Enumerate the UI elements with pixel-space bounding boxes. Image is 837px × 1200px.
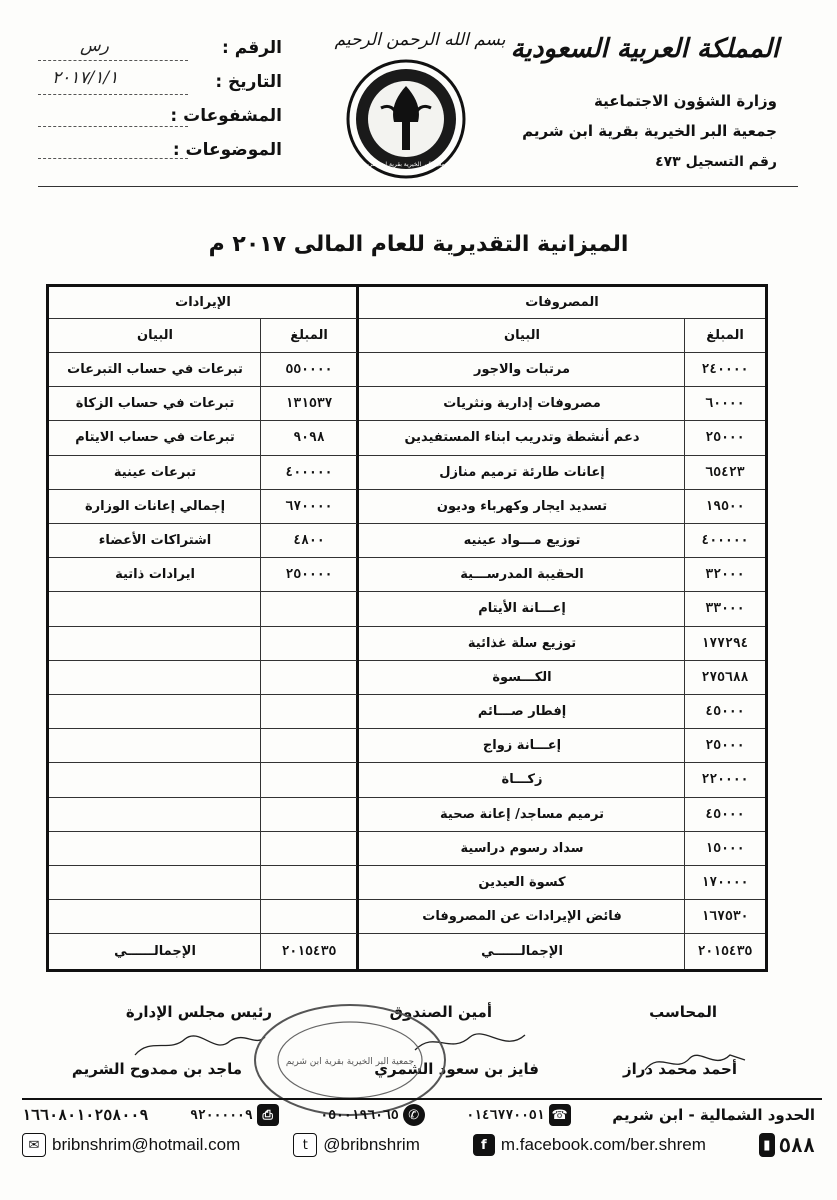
revenues-amount-header: المبلغ <box>261 319 357 353</box>
revenues-total-amount: ٢٠١٥٤٣٥ <box>281 944 337 960</box>
expense-desc-cell: إعانات طارئة ترميم منازل <box>359 456 685 490</box>
accountant-signature <box>640 1040 750 1080</box>
location: الحدود الشمالية - ابن شريم <box>612 1106 815 1124</box>
revenue-desc-cell <box>49 832 261 866</box>
revenue-amount-cell <box>261 627 357 661</box>
revenues-total-label: الإجمالــــــي <box>114 944 196 960</box>
expense-desc-cell: فائض الإيرادات عن المصروفات <box>359 900 685 934</box>
revenue-amount-cell <box>261 763 357 797</box>
revenue-desc-cell <box>49 798 261 832</box>
revenue-desc-cell: ايرادات ذاتية <box>49 558 261 592</box>
expense-amount-cell: ٦٥٤٢٣ <box>685 456 765 490</box>
whatsapp-item <box>320 1104 424 1126</box>
expenses-desc-header: البيان <box>359 319 685 353</box>
revenue-amount-cell: ٤٨٠٠ <box>261 524 357 558</box>
revenues-section-header: الإيرادات <box>49 287 357 319</box>
society-name: جمعية البر الخيرية بقرية ابن شريم <box>522 122 777 140</box>
expense-amount-cell: ٤٥٠٠٠ <box>685 798 765 832</box>
po-box: ٥٨٨ <box>778 1133 815 1157</box>
expense-desc-cell: مرتبات والاجور <box>359 353 685 387</box>
logo-text: جمعية البر الخيرية بقرية ابن شريم <box>363 161 449 168</box>
expense-amount-cell: ٢٢٠٠٠٠ <box>685 763 765 797</box>
footer-divider <box>22 1098 822 1100</box>
po-box-item <box>759 1133 815 1157</box>
revenue-amount-cell: ١٣١٥٣٧ <box>261 387 357 421</box>
footer-contact-row <box>22 1102 815 1128</box>
revenue-amount-cell <box>261 900 357 934</box>
field-subject-label: الموضوعات : <box>172 140 282 160</box>
stamp-text: جمعية البر الخيرية بقرية ابن شريم <box>285 1057 415 1067</box>
expenses-total-label: الإجمالــــــي <box>481 944 563 960</box>
phone-number: ٠١٤٦٧٧٠٠٥١ <box>466 1107 545 1123</box>
expense-amount-cell: ٢٧٥٦٨٨ <box>685 661 765 695</box>
ministry-title: المملكة العربية السعودية <box>510 34 779 64</box>
field-attachments-label: المشفوعات : <box>170 106 282 126</box>
revenue-amount-cell: ٤٠٠٠٠٠ <box>261 456 357 490</box>
treasurer-name: فايز بن سعود الشمري <box>374 1060 539 1078</box>
twitter-icon: t <box>293 1133 317 1157</box>
expense-desc-cell: دعم أنشطة وتدريب ابناء المستفيدين <box>359 421 685 455</box>
revenue-amount-cell <box>261 798 357 832</box>
expense-amount-cell: ١٧٧٢٩٤ <box>685 627 765 661</box>
expense-desc-cell: سداد رسوم دراسية <box>359 832 685 866</box>
account-number: ١٦٦٠٨٠١٠٢٥٨٠٠٩ <box>22 1106 149 1124</box>
twitter-handle[interactable]: @bribnshrim <box>323 1135 420 1154</box>
whatsapp-icon: ✆ <box>403 1104 425 1126</box>
document-title: الميزانية التقديرية للعام المالى ٢٠١٧ م <box>208 232 629 257</box>
field-number-line <box>38 60 188 61</box>
expenses-amount-header: المبلغ <box>685 319 765 353</box>
expense-amount-cell: ٢٤٠٠٠٠ <box>685 353 765 387</box>
basmala: بسم الله الرحمن الرحيم <box>334 30 506 50</box>
revenue-desc-cell: اشتراكات الأعضاء <box>49 524 261 558</box>
expense-desc-cell: الحقيبة المدرســـية <box>359 558 685 592</box>
revenue-desc-cell <box>49 592 261 626</box>
expense-desc-cell: زكـــاة <box>359 763 685 797</box>
revenue-desc-cell: تبرعات في حساب الزكاة <box>49 387 261 421</box>
expenses-total-amount: ٢٠١٥٤٣٥ <box>697 944 753 960</box>
expenses-section-header: المصروفات <box>359 287 765 319</box>
field-date-line <box>38 94 188 95</box>
fax-icon: ⎙ <box>257 1104 279 1126</box>
revenue-amount-cell <box>261 661 357 695</box>
facebook-item[interactable] <box>473 1134 706 1156</box>
revenue-desc-cell <box>49 729 261 763</box>
fax-item <box>190 1104 279 1126</box>
expense-desc-cell: مصروفات إدارية ونثريات <box>359 387 685 421</box>
revenue-desc-cell: تبرعات في حساب الايتام <box>49 421 261 455</box>
expense-amount-cell: ١٧٠٠٠٠ <box>685 866 765 900</box>
revenues-desc-header: البيان <box>49 319 261 353</box>
expense-amount-cell: ٢٥٠٠٠ <box>685 729 765 763</box>
expense-amount-cell: ٢٥٠٠٠ <box>685 421 765 455</box>
field-number-label: الرقم : <box>222 38 282 58</box>
expense-desc-cell: توزيع مـــواد عينيه <box>359 524 685 558</box>
field-subject-line <box>38 158 188 159</box>
expense-amount-cell: ١٩٥٠٠ <box>685 490 765 524</box>
footer-social-row <box>22 1130 815 1160</box>
revenue-amount-cell: ٦٧٠٠٠٠ <box>261 490 357 524</box>
expense-amount-cell: ١٥٠٠٠ <box>685 832 765 866</box>
whatsapp-number: ٠٥٠٠١٩٦٠٦٥ <box>320 1107 399 1123</box>
treasurer-title: أمين الصندوق <box>389 1003 492 1021</box>
expense-desc-cell: إعـــانة الأيتام <box>359 592 685 626</box>
header-divider <box>38 186 798 187</box>
registration-number: رقم التسجيل ٤٧٣ <box>655 154 777 170</box>
chairman-signature <box>130 1025 270 1065</box>
revenue-amount-cell: ٥٥٠٠٠٠ <box>261 353 357 387</box>
revenue-desc-cell: إجمالي إعانات الوزارة <box>49 490 261 524</box>
revenue-amount-cell <box>261 866 357 900</box>
field-date-label: التاريخ : <box>215 72 282 92</box>
revenue-amount-cell <box>261 695 357 729</box>
email-icon: ✉ <box>22 1133 46 1157</box>
revenue-desc-cell <box>49 866 261 900</box>
phone-icon: ☎ <box>549 1104 571 1126</box>
revenue-desc-cell: تبرعات عينية <box>49 456 261 490</box>
revenue-desc-cell <box>49 763 261 797</box>
twitter-item[interactable] <box>293 1133 420 1157</box>
field-number-value: رس <box>80 36 109 56</box>
expense-amount-cell: ٤٥٠٠٠ <box>685 695 765 729</box>
revenue-amount-cell <box>261 729 357 763</box>
field-attachments-line <box>38 126 188 127</box>
revenue-amount-cell <box>261 592 357 626</box>
email-address[interactable]: bribnshrim@hotmail.com <box>52 1135 241 1154</box>
expense-amount-cell: ٦٠٠٠٠ <box>685 387 765 421</box>
revenue-desc-cell <box>49 900 261 934</box>
mailbox-icon: ▮ <box>759 1133 775 1157</box>
email-item[interactable] <box>22 1133 240 1157</box>
revenue-desc-cell <box>49 661 261 695</box>
phone-item <box>466 1104 570 1126</box>
expense-desc-cell: إفطار صـــائم <box>359 695 685 729</box>
revenue-desc-cell <box>49 627 261 661</box>
accountant-name: أحمد محمد دراز <box>622 1060 737 1078</box>
budget-table <box>46 284 768 972</box>
revenue-amount-cell: ٩٠٩٨ <box>261 421 357 455</box>
expense-desc-cell: توزيع سلة غذائية <box>359 627 685 661</box>
facebook-url[interactable]: m.facebook.com/ber.shrem <box>500 1135 706 1154</box>
fax-number: ٩٢٠٠٠٠٠٩ <box>190 1107 253 1123</box>
expense-desc-cell: إعـــانة زواج <box>359 729 685 763</box>
expense-desc-cell: الكـــسوة <box>359 661 685 695</box>
expense-desc-cell: كسوة العيدين <box>359 866 685 900</box>
revenue-desc-cell <box>49 695 261 729</box>
expense-amount-cell: ٣٢٠٠٠ <box>685 558 765 592</box>
expense-desc-cell: تسديد ايجار وكهرباء وديون <box>359 490 685 524</box>
expense-amount-cell: ١٦٧٥٣٠ <box>685 900 765 934</box>
field-date-value: ٢٠١٧/١/١ <box>52 68 119 88</box>
expense-desc-cell: ترميم مساجد/ إعانة صحية <box>359 798 685 832</box>
revenue-amount-cell: ٢٥٠٠٠٠ <box>261 558 357 592</box>
facebook-icon: f <box>473 1134 495 1156</box>
expense-amount-cell: ٣٣٠٠٠ <box>685 592 765 626</box>
expense-amount-cell: ٤٠٠٠٠٠ <box>685 524 765 558</box>
chairman-name: ماجد بن ممدوح الشريم <box>71 1060 242 1078</box>
chairman-title: رئيس مجلس الإدارة <box>125 1003 272 1021</box>
accountant-title: المحاسب <box>649 1003 717 1021</box>
revenue-desc-cell: تبرعات في حساب التبرعات <box>49 353 261 387</box>
revenue-amount-cell <box>261 832 357 866</box>
ministry-name: وزارة الشؤون الاجتماعية <box>593 92 777 110</box>
society-logo <box>345 58 467 180</box>
